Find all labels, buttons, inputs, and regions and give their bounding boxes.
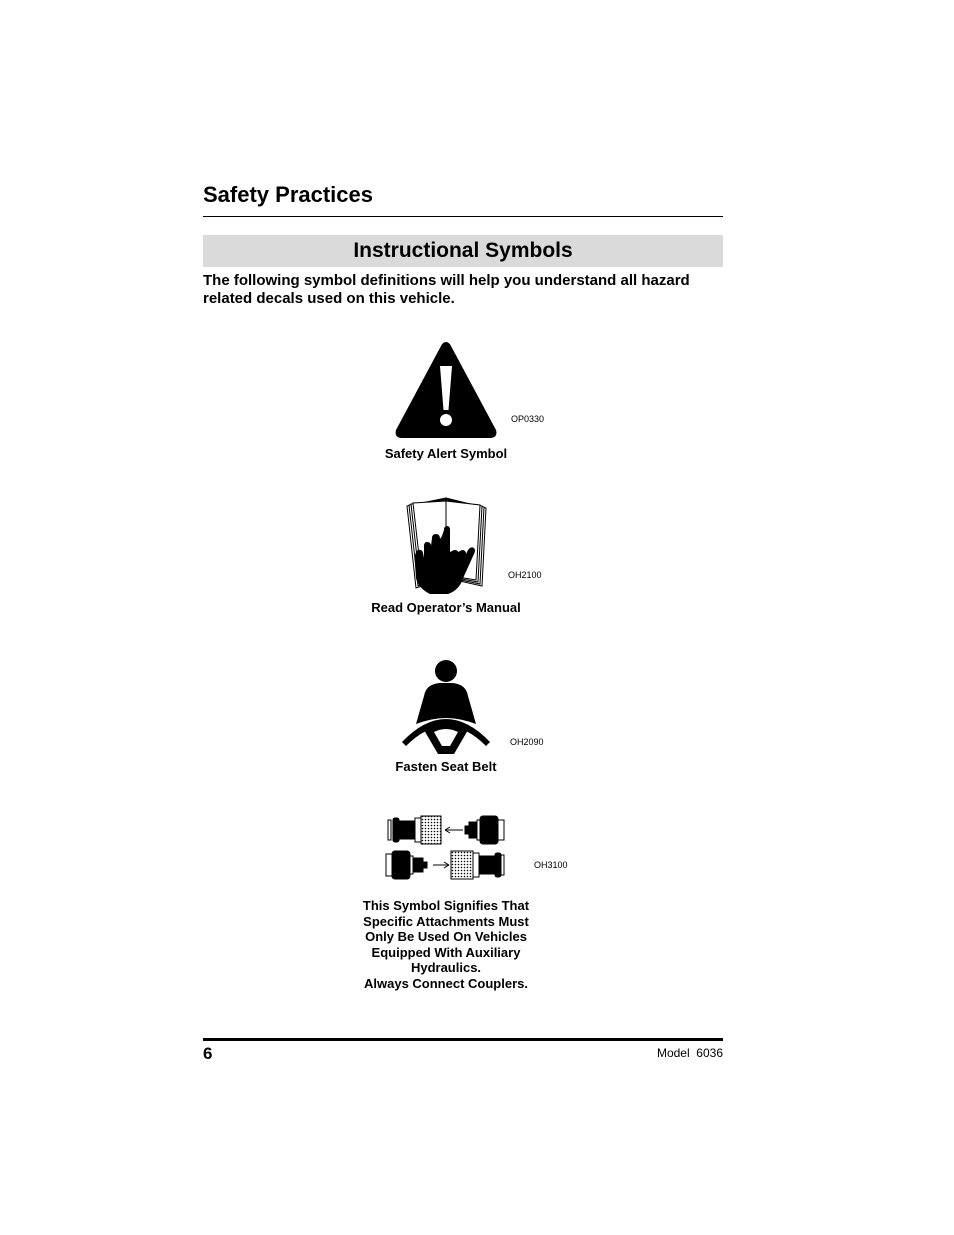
seat-belt-icon [400,658,492,760]
model-label: Model 6036 [656,1046,723,1060]
figure-code: OP0330 [511,414,545,424]
intro-paragraph: The following symbol definitions will help you understand all hazard related decals used on this vehicle. [203,272,690,307]
caption-line: Specific Attachments Must [363,913,529,929]
banner-title: Instructional Symbols [353,239,573,262]
section-title: Safety Practices [203,182,373,207]
coupler-caption [326,898,566,992]
header-rule [203,216,723,217]
caption-line: Only Be Used On Vehicles [365,929,527,945]
symbol-caption: Fasten Seat Belt [395,759,497,774]
figure-code: OH2090 [510,737,544,747]
footer-rule [203,1038,723,1041]
caption-line: This Symbol Signifies That [362,898,530,913]
caption-line: Equipped With Auxiliary [371,944,521,960]
operators-manual-icon [404,494,494,596]
caption-line: Always Connect Couplers. [364,975,528,991]
instructional-symbols-banner [203,235,723,267]
safety-alert-icon [393,340,499,440]
figure-code: OH3100 [534,860,568,870]
symbol-caption: Read Operator’s Manual [371,600,521,615]
figure-code: OH2100 [508,570,542,580]
symbol-caption: Safety Alert Symbol [384,446,508,461]
page-number: 6 [203,1044,213,1063]
hydraulic-coupler-icon [385,812,509,884]
caption-line: Hydraulics. [410,960,482,976]
